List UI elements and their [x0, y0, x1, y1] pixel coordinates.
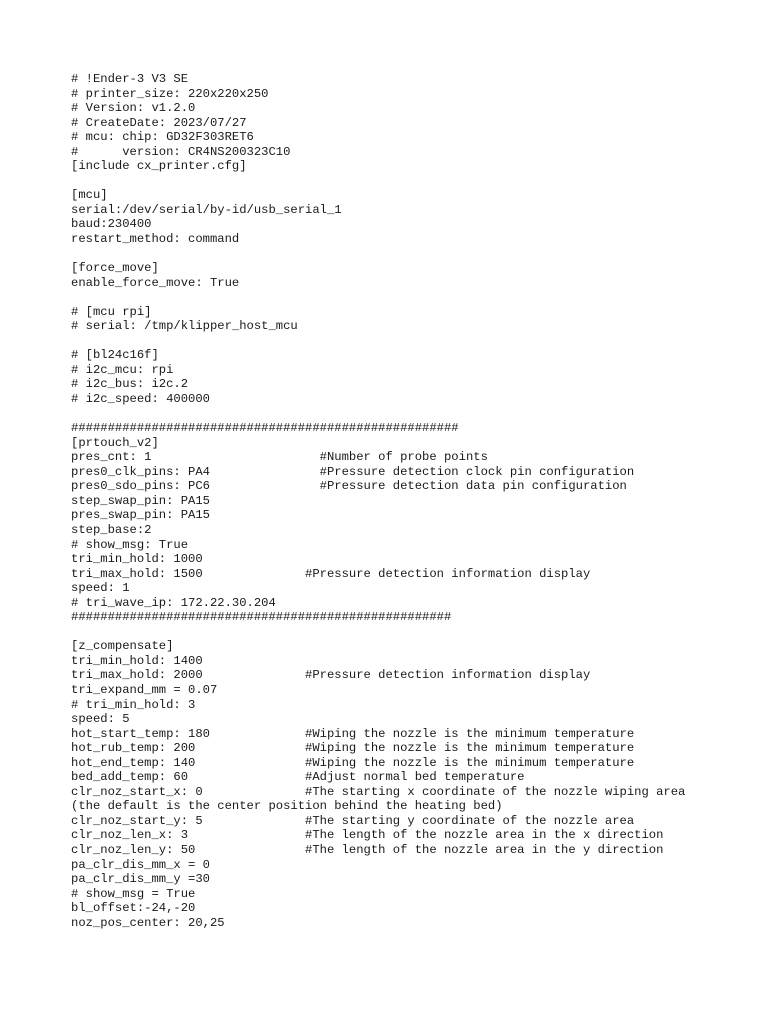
config-line: [mcu]: [71, 188, 108, 203]
config-line: [force_move]: [71, 261, 159, 276]
blank-line: [71, 174, 751, 189]
config-line: [include cx_printer.cfg]: [71, 159, 247, 174]
config-line: # i2c_mcu: rpi: [71, 362, 174, 377]
config-line: restart_method: command: [71, 232, 240, 247]
config-line: pres_swap_pin: PA15: [71, 508, 210, 523]
config-line: hot_rub_temp: 200 #Wiping the nozzle is the minimum temperature: [71, 741, 635, 756]
config-line: # show_msg: True: [71, 537, 189, 552]
config-line: step_swap_pin: PA15: [71, 493, 210, 508]
config-line: [z_compensate]: [71, 639, 174, 654]
config-line: pa_clr_dis_mm_x = 0: [71, 857, 210, 872]
config-line: tri_expand_mm = 0.07: [71, 682, 218, 697]
config-line: # tri_min_hold: 3: [71, 697, 196, 712]
config-line: pres0_sdo_pins: PC6 #Pressure detection data pin configuration: [71, 479, 627, 494]
config-line: #####################################################: [71, 421, 459, 436]
blank-line: [71, 625, 751, 640]
config-line: baud:230400: [71, 217, 152, 232]
blank-line: [71, 407, 751, 422]
config-line: # i2c_bus: i2c.2: [71, 377, 189, 392]
config-line: clr_noz_start_x: 0 #The starting x coordinate of the nozzle wiping area: [71, 784, 686, 799]
config-line: step_base:2: [71, 522, 152, 537]
config-line: serial:/dev/serial/by-id/usb_serial_1: [71, 202, 342, 217]
config-line: # version: CR4NS200323C10: [71, 144, 291, 159]
config-line: # mcu: chip: GD32F303RET6: [71, 130, 254, 145]
config-line: ####################################################: [71, 610, 452, 625]
config-line: # CreateDate: 2023/07/27: [71, 115, 247, 130]
config-line: # [bl24c16f]: [71, 348, 159, 363]
config-line: pres0_clk_pins: PA4 #Pressure detection clock pin configuration: [71, 464, 635, 479]
blank-line: [71, 290, 751, 305]
config-line: # i2c_speed: 400000: [71, 392, 210, 407]
config-line: hot_start_temp: 180 #Wiping the nozzle is the minimum temperature: [71, 726, 635, 741]
config-line: # printer_size: 220x220x250: [71, 86, 269, 101]
config-line: # serial: /tmp/klipper_host_mcu: [71, 319, 298, 334]
config-line: tri_max_hold: 2000 #Pressure detection information display: [71, 668, 591, 683]
config-line: bed_add_temp: 60 #Adjust normal bed temperature: [71, 770, 525, 785]
config-line: pa_clr_dis_mm_y =30: [71, 872, 210, 887]
config-line: # [mcu rpi]: [71, 304, 152, 319]
config-line: clr_noz_len_x: 3 #The length of the nozzle area in the x direction: [71, 828, 664, 843]
blank-line: [71, 334, 751, 349]
config-line: pres_cnt: 1 #Number of probe points: [71, 450, 488, 465]
config-line: enable_force_move: True: [71, 275, 240, 290]
config-line: # Version: v1.2.0: [71, 101, 196, 116]
config-line: [prtouch_v2]: [71, 435, 159, 450]
blank-line: [71, 247, 751, 262]
config-line: clr_noz_len_y: 50 #The length of the nozzle area in the y direction: [71, 842, 664, 857]
config-line: clr_noz_start_y: 5 #The starting y coordinate of the nozzle area: [71, 813, 635, 828]
config-line: (the default is the center position behind the heating bed): [71, 799, 503, 814]
config-line: speed: 1: [71, 581, 130, 596]
config-line: tri_max_hold: 1500 #Pressure detection information display: [71, 566, 591, 581]
config-line: hot_end_temp: 140 #Wiping the nozzle is the minimum temperature: [71, 755, 635, 770]
config-line: bl_offset:-24,-20: [71, 901, 196, 916]
config-line: tri_min_hold: 1400: [71, 653, 203, 668]
config-line: # !Ender-3 V3 SE: [71, 72, 189, 86]
config-document: [71, 72, 751, 930]
config-line: # tri_wave_ip: 172.22.30.204: [71, 595, 276, 610]
config-line: tri_min_hold: 1000: [71, 552, 203, 567]
config-line: # show_msg = True: [71, 886, 196, 901]
config-line: noz_pos_center: 20,25: [71, 915, 225, 930]
config-line: speed: 5: [71, 712, 130, 727]
